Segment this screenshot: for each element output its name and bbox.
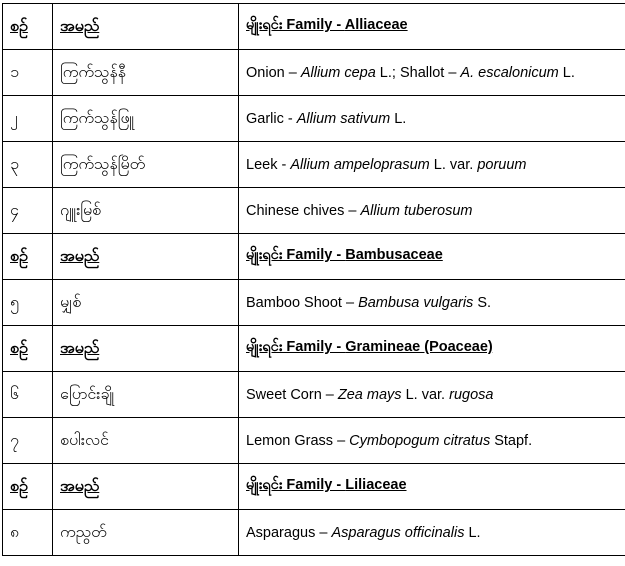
- plain-text: L.: [464, 524, 481, 541]
- scientific-name-text: Bambusa vulgaris: [358, 294, 474, 311]
- plain-text: Lemon Grass –: [246, 432, 350, 449]
- plain-text: Stapf.: [490, 432, 533, 449]
- serial-number-cell: ၅: [3, 280, 53, 326]
- myanmar-name-cell: ပြောင်းချို: [53, 372, 239, 418]
- english-scientific-name-cell: [239, 418, 625, 464]
- myanmar-name-cell: မျှစ်: [53, 280, 239, 326]
- table-row: [3, 280, 625, 326]
- serial-number-cell: ၄: [3, 188, 53, 234]
- plain-text: Leek -: [246, 156, 291, 173]
- table-row: [3, 510, 625, 556]
- english-scientific-name-cell: [239, 96, 625, 142]
- serial-header-cell: စဥ်: [3, 234, 53, 280]
- myanmar-name-cell: ဂျူးမြစ်: [53, 188, 239, 234]
- name-header-cell: အမည်: [53, 464, 239, 510]
- english-scientific-name-cell: [239, 510, 625, 556]
- plain-text: L.: [390, 110, 407, 127]
- family-label: မျိုးရင်း Family -: [246, 477, 346, 493]
- table-body: [3, 4, 625, 556]
- scientific-name-text: Allium tuberosum: [360, 202, 473, 219]
- family-header-cell: [239, 4, 625, 50]
- scientific-name-text: Allium cepa: [300, 64, 376, 81]
- serial-header-cell: စဥ်: [3, 326, 53, 372]
- table-row: [3, 372, 625, 418]
- myanmar-name-cell: စပါးလင်: [53, 418, 239, 464]
- family-label: မျိုးရင်း Family -: [246, 247, 346, 263]
- english-scientific-name-cell: [239, 142, 625, 188]
- scientific-name-text: rugosa: [449, 386, 494, 403]
- myanmar-name-cell: ကြက်သွန်ဖြူ: [53, 96, 239, 142]
- table-row: [3, 418, 625, 464]
- scientific-name-text: Allium sativum: [296, 110, 391, 127]
- serial-number-cell: ၇: [3, 418, 53, 464]
- plain-text: Sweet Corn –: [246, 386, 338, 403]
- family-header-cell: [239, 234, 625, 280]
- name-header-cell: အမည်: [53, 234, 239, 280]
- family-name: Alliaceae: [344, 17, 408, 33]
- plain-text: L. var.: [429, 156, 478, 173]
- plain-text: L.: [558, 64, 575, 81]
- myanmar-name-cell: ကြက်သွန်မြိတ်: [53, 142, 239, 188]
- serial-header-cell: စဥ်: [3, 464, 53, 510]
- serial-number-cell: ၆: [3, 372, 53, 418]
- plain-text: L. var.: [401, 386, 450, 403]
- serial-number-cell: ၈: [3, 510, 53, 556]
- plant-family-table: [2, 3, 625, 556]
- family-header-row: [3, 326, 625, 372]
- name-header-cell: အမည်: [53, 326, 239, 372]
- plain-text: S.: [473, 294, 492, 311]
- serial-header-cell: စဥ်: [3, 4, 53, 50]
- myanmar-name-cell: ကြက်သွန်နီ: [53, 50, 239, 96]
- family-name: Bambusaceae: [345, 247, 443, 263]
- plain-text: Onion –: [246, 64, 301, 81]
- english-scientific-name-cell: [239, 280, 625, 326]
- scientific-name-text: Cymbopogum citratus: [349, 432, 491, 449]
- plain-text: L.; Shallot –: [375, 64, 461, 81]
- family-header-row: [3, 464, 625, 510]
- scientific-name-text: poruum: [477, 156, 527, 173]
- scientific-name-text: Allium ampeloprasum: [290, 156, 430, 173]
- family-name: Gramineae (Poaceae): [345, 339, 493, 355]
- family-header-row: [3, 4, 625, 50]
- family-header-row: [3, 234, 625, 280]
- table-row: [3, 188, 625, 234]
- plain-text: Garlic -: [246, 110, 297, 127]
- english-scientific-name-cell: [239, 372, 625, 418]
- scientific-name-text: Zea mays: [337, 386, 402, 403]
- myanmar-name-cell: ကညွတ်: [53, 510, 239, 556]
- plain-text: Asparagus –: [246, 524, 332, 541]
- serial-number-cell: ၃: [3, 142, 53, 188]
- plain-text: Chinese chives –: [246, 202, 361, 219]
- family-header-cell: [239, 464, 625, 510]
- table-row: [3, 142, 625, 188]
- name-header-cell: အမည်: [53, 4, 239, 50]
- plain-text: Bamboo Shoot –: [246, 294, 359, 311]
- family-name: Liliaceae: [345, 477, 407, 493]
- table-row: [3, 96, 625, 142]
- scientific-name-text: Asparagus officinalis: [331, 524, 465, 541]
- family-header-cell: [239, 326, 625, 372]
- serial-number-cell: ၂: [3, 96, 53, 142]
- english-scientific-name-cell: [239, 188, 625, 234]
- serial-number-cell: ၁: [3, 50, 53, 96]
- scientific-name-text: A. escalonicum: [460, 64, 559, 81]
- family-label: မျိုးရင်း Family -: [246, 339, 346, 355]
- family-label: မျိုးရင်း Family -: [246, 17, 345, 33]
- table-row: [3, 50, 625, 96]
- english-scientific-name-cell: [239, 50, 625, 96]
